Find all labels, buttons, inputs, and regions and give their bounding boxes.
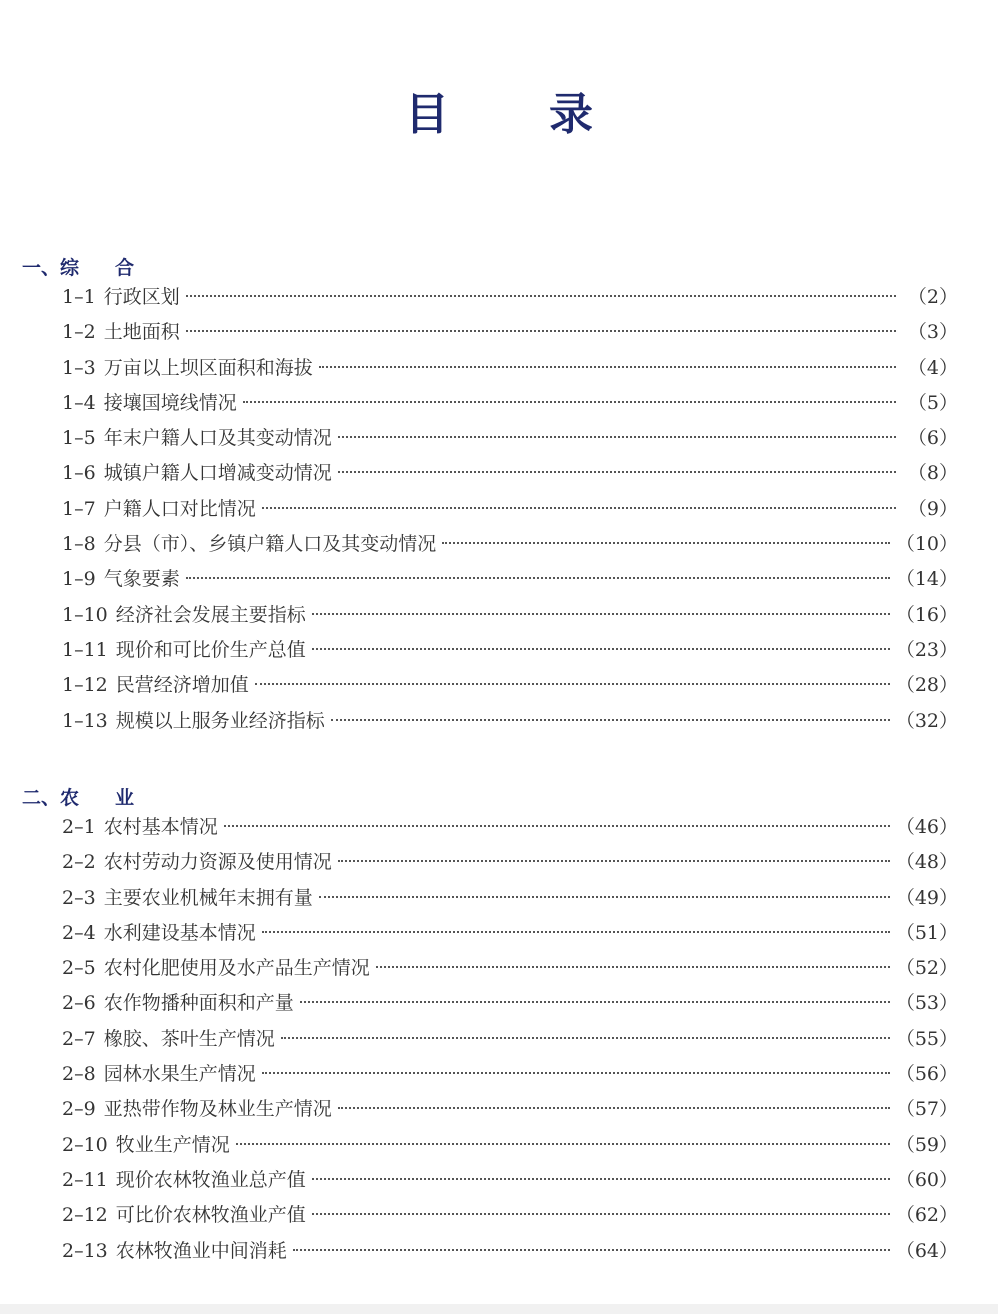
toc-entry-page: （32）	[895, 709, 958, 732]
toc-dot-leader	[338, 860, 890, 862]
toc-entry-number: 2–2	[62, 851, 96, 874]
page-title	[0, 78, 998, 142]
toc-entry-number: 1–5	[62, 427, 96, 450]
toc-entry[interactable]	[62, 1200, 958, 1235]
toc-entry-page: （46）	[895, 816, 958, 838]
toc-list-agriculture	[62, 812, 958, 1271]
toc-dot-leader	[262, 931, 890, 933]
toc-entry-title: 城镇户籍人口增减变动情况	[103, 462, 332, 485]
toc-entry-page: （8）	[907, 462, 958, 485]
toc-entry[interactable]	[62, 1165, 958, 1200]
toc-entry-number: 2–8	[62, 1063, 96, 1086]
toc-entry-number: 2–3	[62, 886, 96, 909]
toc-dot-leader	[281, 1037, 890, 1039]
toc-entry-page: （55）	[895, 1027, 958, 1050]
toc-entry-page: （62）	[895, 1204, 958, 1227]
toc-entry-number: 2–12	[62, 1204, 108, 1227]
toc-entry-title: 年末户籍人口及其变动情况	[103, 427, 332, 450]
toc-entry[interactable]	[62, 670, 958, 705]
toc-entry-page: （10）	[895, 533, 958, 556]
section-heading-prefix: 一、综	[22, 257, 80, 279]
toc-dot-leader	[442, 542, 890, 544]
toc-entry-title: 农村基本情况	[103, 816, 218, 838]
toc-entry[interactable]	[62, 1094, 958, 1129]
toc-dot-leader	[224, 825, 890, 827]
toc-dot-leader	[376, 966, 890, 968]
toc-dot-leader	[312, 1178, 890, 1180]
toc-dot-leader	[236, 1143, 890, 1145]
toc-entry-number: 1–7	[62, 497, 96, 520]
toc-entry-page: （48）	[895, 851, 958, 874]
toc-entry[interactable]	[62, 953, 958, 988]
toc-entry[interactable]	[62, 706, 958, 741]
toc-entry-page: （14）	[895, 568, 958, 591]
toc-entry-number: 2–1	[62, 816, 96, 838]
toc-entry-page: （23）	[895, 638, 958, 661]
toc-entry-page: （49）	[895, 886, 958, 909]
section-heading-suffix: 业	[115, 787, 135, 809]
toc-entry[interactable]	[62, 812, 958, 847]
toc-dot-leader	[338, 436, 896, 438]
title-char-1: 目	[405, 89, 449, 140]
toc-entry-number: 1–13	[62, 709, 108, 732]
section-heading-prefix: 二、农	[22, 787, 80, 809]
toc-list-general	[62, 282, 958, 741]
toc-entry[interactable]	[62, 883, 958, 918]
toc-entry-number: 1–1	[62, 286, 96, 308]
toc-dot-leader	[262, 507, 896, 509]
toc-entry-title: 水利建设基本情况	[103, 921, 256, 944]
toc-entry[interactable]	[62, 353, 958, 388]
toc-dot-leader	[312, 648, 890, 650]
toc-entry-page: （6）	[907, 427, 958, 450]
toc-entry-number: 2–6	[62, 992, 96, 1015]
toc-entry-number: 1–10	[62, 603, 108, 626]
toc-entry-page: （53）	[895, 992, 958, 1015]
toc-dot-leader	[186, 330, 896, 332]
section-heading-general	[22, 253, 134, 280]
toc-entry[interactable]	[62, 423, 958, 458]
toc-entry-number: 1–12	[62, 674, 108, 697]
toc-entry-page: （60）	[895, 1168, 958, 1191]
toc-entry[interactable]	[62, 600, 958, 635]
toc-dot-leader	[338, 1107, 890, 1109]
toc-entry-page: （52）	[895, 957, 958, 980]
toc-entry[interactable]	[62, 1059, 958, 1094]
toc-entry-number: 1–4	[62, 391, 96, 414]
toc-entry-title: 接壤国境线情况	[103, 391, 237, 414]
toc-entry-title: 气象要素	[103, 568, 180, 591]
toc-entry[interactable]	[62, 1024, 958, 1059]
toc-entry-page: （59）	[895, 1133, 958, 1156]
toc-entry[interactable]	[62, 847, 958, 882]
toc-entry-number: 1–11	[62, 638, 108, 661]
toc-entry-page: （57）	[895, 1098, 958, 1121]
toc-dot-leader	[331, 719, 890, 721]
toc-entry[interactable]	[62, 918, 958, 953]
toc-entry[interactable]	[62, 494, 958, 529]
toc-entry[interactable]	[62, 635, 958, 670]
toc-dot-leader	[319, 366, 896, 368]
toc-entry-page: （5）	[907, 391, 958, 414]
toc-dot-leader	[255, 683, 890, 685]
toc-dot-leader	[293, 1249, 890, 1251]
toc-entry[interactable]	[62, 529, 958, 564]
toc-entry-title: 规模以上服务业经济指标	[115, 709, 325, 732]
toc-entry-number: 2–7	[62, 1027, 96, 1050]
toc-entry-number: 1–9	[62, 568, 96, 591]
toc-entry[interactable]	[62, 458, 958, 493]
toc-entry[interactable]	[62, 282, 958, 317]
toc-entry[interactable]	[62, 388, 958, 423]
toc-entry-title: 农村化肥使用及水产品生产情况	[103, 957, 370, 980]
toc-dot-leader	[312, 1213, 890, 1215]
toc-entry-page: （16）	[895, 603, 958, 626]
toc-dot-leader	[186, 295, 896, 297]
toc-entry-title: 现价和可比价生产总值	[115, 638, 306, 661]
toc-entry-number: 2–9	[62, 1098, 96, 1121]
toc-dot-leader	[186, 577, 890, 579]
toc-entry-page: （28）	[895, 674, 958, 697]
toc-entry-title: 主要农业机械年末拥有量	[103, 886, 313, 909]
toc-entry-title: 农作物播种面积和产量	[103, 992, 294, 1015]
toc-entry-number: 2–13	[62, 1239, 108, 1262]
toc-entry-page: （4）	[907, 356, 958, 379]
toc-entry-number: 2–4	[62, 921, 96, 944]
toc-entry-title: 农林牧渔业中间消耗	[115, 1239, 287, 1262]
toc-entry-page: （9）	[907, 497, 958, 520]
toc-entry-number: 2–11	[62, 1168, 108, 1191]
section-heading-agriculture	[22, 783, 134, 810]
toc-dot-leader	[262, 1072, 890, 1074]
toc-entry-title: 经济社会发展主要指标	[115, 603, 306, 626]
toc-dot-leader	[338, 471, 896, 473]
toc-entry-title: 户籍人口对比情况	[103, 497, 256, 520]
toc-entry-title: 园林水果生产情况	[103, 1063, 256, 1086]
toc-dot-leader	[312, 613, 890, 615]
toc-entry-page: （64）	[895, 1239, 958, 1262]
toc-entry[interactable]	[62, 1236, 958, 1271]
toc-entry-page: （56）	[895, 1063, 958, 1086]
toc-entry[interactable]	[62, 988, 958, 1023]
title-char-2: 录	[549, 89, 593, 140]
toc-entry-title: 亚热带作物及林业生产情况	[103, 1098, 332, 1121]
toc-entry-title: 分县（市）、乡镇户籍人口及其变动情况	[103, 533, 437, 556]
toc-dot-leader	[300, 1001, 890, 1003]
toc-entry-title: 可比价农林牧渔业产值	[115, 1204, 306, 1227]
section-heading-suffix: 合	[115, 257, 135, 279]
toc-entry-number: 1–6	[62, 462, 96, 485]
toc-entry[interactable]	[62, 317, 958, 352]
toc-entry-number: 2–5	[62, 957, 96, 980]
toc-entry-number: 1–2	[62, 321, 96, 344]
toc-entry-title: 行政区划	[103, 286, 180, 308]
toc-entry-title: 牧业生产情况	[115, 1133, 230, 1156]
toc-entry-page: （3）	[907, 321, 958, 344]
toc-dot-leader	[243, 401, 896, 403]
toc-entry-title: 橡胶、茶叶生产情况	[103, 1027, 275, 1050]
toc-dot-leader	[319, 896, 890, 898]
toc-entry-title: 土地面积	[103, 321, 180, 344]
toc-entry-title: 现价农林牧渔业总产值	[115, 1168, 306, 1191]
page-bottom-band	[0, 1304, 998, 1314]
toc-entry-title: 农村劳动力资源及使用情况	[103, 851, 332, 874]
toc-entry-number: 2–10	[62, 1133, 108, 1156]
toc-entry[interactable]	[62, 1130, 958, 1165]
toc-entry-number: 1–3	[62, 356, 96, 379]
toc-entry-title: 万亩以上坝区面积和海拔	[103, 356, 313, 379]
toc-entry[interactable]	[62, 564, 958, 599]
toc-entry-page: （51）	[895, 921, 958, 944]
toc-entry-number: 1–8	[62, 533, 96, 556]
toc-entry-page: （2）	[907, 286, 958, 308]
toc-entry-title: 民营经济增加值	[115, 674, 249, 697]
